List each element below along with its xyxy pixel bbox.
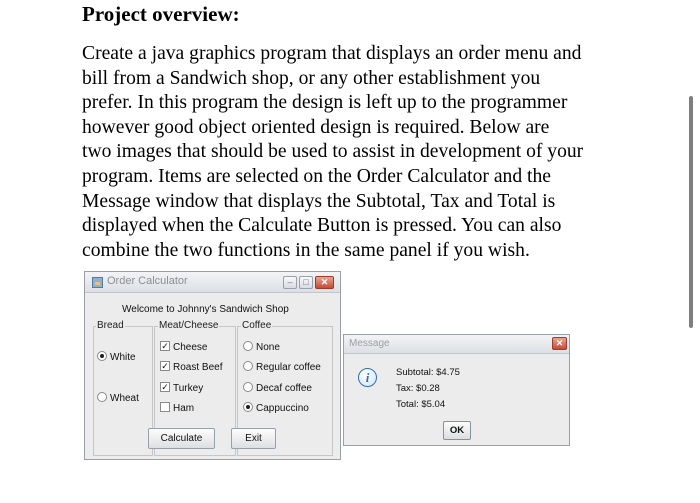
close-button[interactable]: ✕ [315,276,334,289]
radio-label: Cappuccino [256,403,309,414]
coffee-cappuccino-radio[interactable] [243,403,309,416]
window-title: Order Calculator [107,275,188,287]
calculate-button[interactable]: Calculate [148,428,215,449]
info-icon: i [358,368,377,387]
bread-white-radio[interactable] [97,352,136,365]
paragraph-line: Message window that displays the Subtotal, Tax and Total is [82,190,556,212]
heading: Project overview: [82,2,240,26]
bread-group-label: Bread [97,320,124,331]
paragraph-line: displayed when the Calculate Button is pressed. You can also [82,215,562,237]
message-window [343,334,570,446]
cheese-checkbox[interactable] [160,342,207,355]
overview-paragraph [82,42,622,263]
page-scrollbar[interactable] [689,96,693,328]
bread-group [93,326,153,456]
total-text: Total: $5.04 [396,399,446,410]
paragraph-line: combine the two functions in the same panel if you wish. [82,239,530,261]
message-titlebar[interactable] [344,335,569,354]
paragraph-line: bill from a Sandwich shop, or any other establishment you [82,67,541,89]
paragraph-line: however good object oriented design is required. Below are [82,116,550,138]
paragraph-line: Create a java graphics program that displays an order menu and [82,43,582,64]
radio-selected-icon [243,402,253,412]
checkbox-label: Roast Beef [173,362,223,373]
ham-checkbox[interactable] [160,403,194,416]
checkbox-label: Ham [173,403,195,414]
radio-label: Decaf coffee [256,383,312,394]
exit-button[interactable]: Exit [231,428,276,449]
roast-beef-checkbox[interactable] [160,362,222,375]
subtotal-text: Subtotal: $4.75 [396,367,460,378]
radio-label: White [110,352,136,363]
radio-label: Wheat [110,393,139,404]
checkbox-label: Turkey [173,383,204,394]
turkey-checkbox[interactable] [160,383,203,396]
order-calculator-window [84,271,341,460]
radio-label: Regular coffee [256,362,321,373]
tax-text: Tax: $0.28 [396,383,440,394]
coffee-regular-radio[interactable] [243,362,321,375]
radio-unselected-icon [243,361,253,371]
radio-selected-icon [97,351,107,361]
coffee-decaf-radio[interactable] [243,383,312,396]
java-app-icon [92,277,103,288]
radio-label: None [256,342,280,353]
coffee-none-radio[interactable] [243,342,280,355]
radio-unselected-icon [243,341,253,351]
welcome-label: Welcome to Johnny's Sandwich Shop [122,304,289,315]
paragraph-line: two images that should be used to assist in development of your [82,141,584,163]
minimize-button[interactable]: – [283,276,297,289]
coffee-group-label: Coffee [242,320,272,331]
checkmark-icon: ✓ [161,382,169,393]
message-close-button[interactable]: ✕ [552,337,567,350]
ok-button[interactable]: OK [443,421,471,440]
radio-unselected-icon [243,382,253,392]
bread-wheat-radio[interactable] [97,393,139,406]
paragraph-line: prefer. In this program the design is left up to the programmer [82,92,568,114]
message-title: Message [349,338,390,349]
checkbox-label: Cheese [173,342,208,353]
checkmark-icon: ✓ [161,361,169,372]
order-calculator-titlebar[interactable] [85,272,340,293]
checkmark-icon: ✓ [161,341,169,352]
empty-checkbox-icon [160,402,170,412]
radio-unselected-icon [97,392,107,402]
meat-cheese-group-label: Meat/Cheese [159,320,219,331]
paragraph-line: program. Items are selected on the Order Calculator and the [82,165,551,187]
maximize-button[interactable]: □ [299,276,313,289]
